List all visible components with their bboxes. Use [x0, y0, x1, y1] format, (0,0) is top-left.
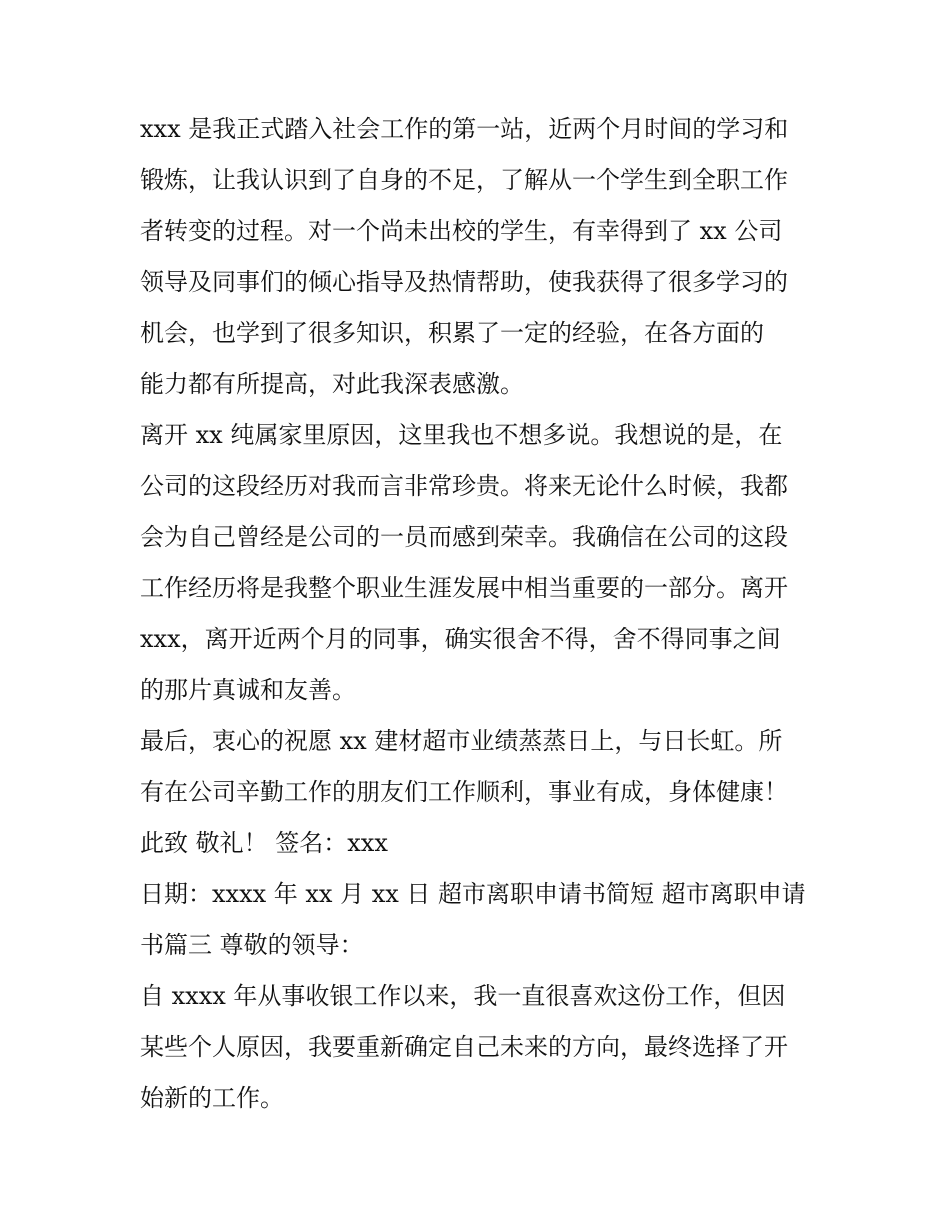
text-line: 会为自己曾经是公司的一员而感到荣幸。我确信在公司的这段 — [140, 523, 788, 551]
text-line: 机会，也学到了很多知识，积累了一定的经验，在各方面的 — [140, 319, 764, 347]
text-line: 自 xxxx 年从事收银工作以来，我一直很喜欢这份工作，但因 — [140, 982, 786, 1010]
text-line: 能力都有所提高，对此我深表感激。 — [140, 370, 524, 398]
text-line: 最后，衷心的祝愿 xx 建材超市业绩蒸蒸日上，与日长虹。所 — [140, 727, 783, 755]
text-line: 领导及同事们的倾心指导及热情帮助，使我获得了很多学习的 — [140, 268, 788, 296]
text-line: 日期：xxxx 年 xx 月 xx 日 超市离职申请书简短 超市离职申请 — [140, 880, 806, 908]
text-line: 公司的这段经历对我而言非常珍贵。将来无论什么时候，我都 — [140, 472, 788, 500]
text-line: 离开 xx 纯属家里原因，这里我也不想多说。我想说的是，在 — [140, 421, 783, 449]
text-line: 有在公司辛勤工作的朋友们工作顺利，事业有成，身体健康！ — [140, 778, 788, 806]
text-line: 工作经历将是我整个职业生涯发展中相当重要的一部分。离开 — [140, 574, 788, 602]
text-line: 锻炼，让我认识到了自身的不足，了解从一个学生到全职工作 — [140, 166, 788, 194]
text-line: 始新的工作。 — [140, 1084, 284, 1112]
text-line: 某些个人原因，我要重新确定自己未来的方向，最终选择了开 — [140, 1033, 788, 1061]
text-line: 此致 敬礼！ 签名：xxx — [140, 829, 388, 857]
text-line: 书篇三 尊敬的领导： — [140, 931, 364, 959]
text-line: 的那片真诚和友善。 — [140, 676, 356, 704]
text-line: 者转变的过程。对一个尚未出校的学生，有幸得到了 xx 公司 — [140, 217, 783, 245]
text-line: xxx，离开近两个月的同事，确实很舍不得，舍不得同事之间 — [140, 625, 781, 653]
body-text — [140, 104, 820, 1124]
text-line: xxx 是我正式踏入社会工作的第一站，近两个月时间的学习和 — [140, 115, 789, 143]
